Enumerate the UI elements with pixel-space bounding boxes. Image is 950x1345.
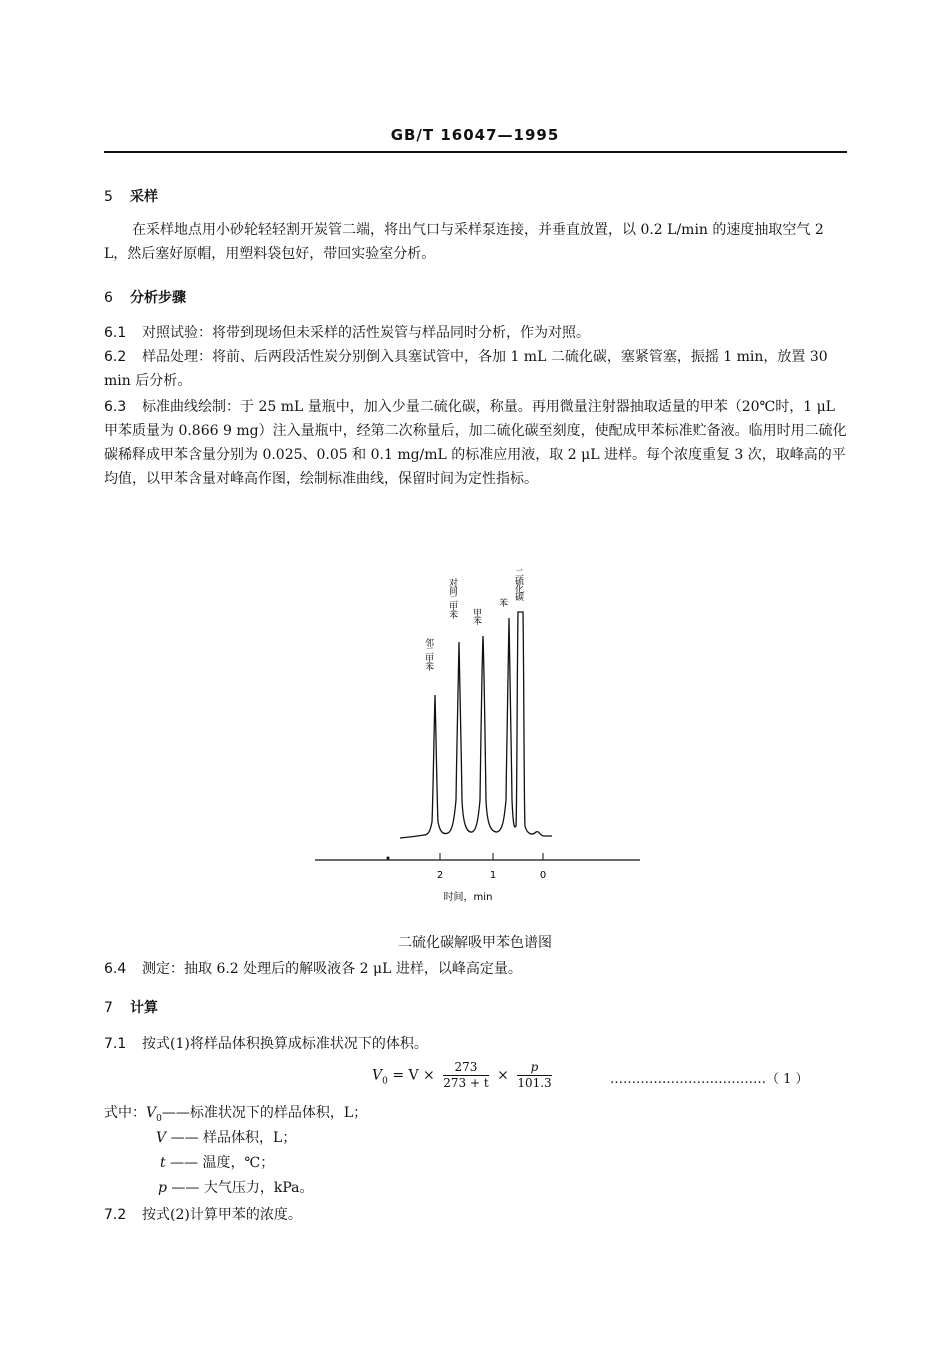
- clause-6-2: [104, 345, 849, 393]
- clause-6-4-text: 测定：抽取 6.2 处理后的解吸液各 2 μL 进样，以峰高定量。: [142, 961, 522, 977]
- peak-label-benzene: 苯: [497, 598, 507, 606]
- clause-6-1: [104, 321, 849, 345]
- clause-6-3: [104, 395, 849, 491]
- legend-desc-v0: ——标准状况下的样品体积，L；: [161, 1105, 368, 1121]
- section-5-title: 采样: [130, 189, 158, 205]
- standard-code-header: GB/T 16047—1995: [390, 126, 560, 144]
- tick-label-0: 0: [539, 870, 547, 881]
- legend-line-v: [156, 1127, 296, 1147]
- section-5-body: 在采样地点用小砂轮轻轻割开炭管二端，将出气口与采样泵连接，并垂直放置，以 0.2 L/min 的速度抽取空气 2 L，然后塞好原帽，用塑料袋包好，带回实验室分析。: [104, 222, 824, 262]
- legend-prefix: 式中：: [104, 1105, 146, 1121]
- clause-7-2-number: 7.2: [104, 1207, 127, 1223]
- formula-times: ×: [497, 1067, 509, 1084]
- tick-label-2: 2: [436, 870, 444, 881]
- clause-6-4: [104, 957, 849, 981]
- section-7-title: 计算: [130, 1000, 158, 1016]
- clause-6-2-text: 样品处理：将前、后两段活性炭分别倒入具塞试管中，各加 1 mL 二硫化碳，塞紧管塞，振摇 1 min，放置 30 min 后分析。: [104, 349, 828, 389]
- clause-7-1: [104, 1032, 849, 1056]
- legend-symbol-v0-sub: 0: [156, 1113, 162, 1124]
- formula-fraction-2: [517, 1060, 551, 1091]
- clause-7-1-text: 按式(1)将样品体积换算成标准状况下的体积。: [142, 1036, 428, 1052]
- legend-symbol-t: t: [160, 1155, 166, 1171]
- clause-6-2-number: 6.2: [104, 349, 127, 365]
- section-6-number: 6: [104, 290, 113, 306]
- section-5-number: 5: [104, 189, 113, 205]
- clause-6-1-number: 6.1: [104, 325, 127, 341]
- section-7-number: 7: [104, 1000, 113, 1016]
- figure-caption: 二硫化碳解吸甲苯色谱图: [398, 935, 552, 951]
- peak-label-mp-xylene: 对间二甲苯: [447, 578, 457, 618]
- formula-lhs: V: [372, 1067, 383, 1084]
- section-6-heading: [104, 287, 186, 307]
- section-5-heading: [104, 186, 158, 206]
- legend-symbol-p: p: [158, 1180, 167, 1196]
- section-7-heading: [104, 997, 158, 1017]
- peak-label-o-xylene: 邻二甲苯: [423, 638, 433, 670]
- clause-6-3-number: 6.3: [104, 399, 127, 415]
- clause-6-4-number: 6.4: [104, 961, 127, 977]
- axis-dot: [387, 857, 390, 860]
- chromatogram-figure: [300, 560, 660, 910]
- time-axis-label: 时间，min: [443, 892, 493, 903]
- fraction-2-denominator: 101.3: [517, 1076, 552, 1090]
- clause-7-1-number: 7.1: [104, 1036, 127, 1052]
- fraction-2-numerator: p: [517, 1060, 551, 1076]
- legend-symbol-v: V: [156, 1130, 167, 1146]
- peak-label-toluene: 甲苯: [471, 608, 481, 624]
- header-rule: [104, 151, 847, 153]
- clause-7-2: [104, 1203, 849, 1227]
- legend-desc-v: —— 样品体积，L；: [170, 1130, 297, 1146]
- fraction-1-denominator: 273 + t: [443, 1076, 489, 1090]
- legend-desc-p: —— 大气压力，kPa。: [171, 1180, 314, 1196]
- clause-6-3-text: 标准曲线绘制：于 25 mL 量瓶中，加入少量二硫化碳，称量。再用微量注射器抽取适量的甲苯（20℃时，1 μL 甲苯质量为 0.866 9 mg）注入量瓶中，经第二次称量后，加二硫化碳至刻度，使配成甲苯标准贮备液。临用时用二硫化碳稀释成甲苯含量分别为 0.025、0.05 和 0.1 mg/mL 的标准应用液，取 2 μL 进样。每个浓度重复 3 次，取峰高的平均值，以甲苯含量对峰高作图，绘制标准曲线，保留时间为定性指标。: [104, 399, 847, 487]
- fraction-1-numerator: 273: [443, 1060, 488, 1076]
- legend-line-v0: [104, 1102, 367, 1124]
- peak-label-carbon-disulfide: 二硫化碳: [513, 568, 523, 600]
- formula-eq: = V ×: [392, 1067, 435, 1084]
- section-6-title: 分析步骤: [130, 290, 186, 306]
- legend-line-p: [158, 1177, 314, 1197]
- legend-line-t: [160, 1152, 274, 1172]
- clause-6-1-text: 对照试验：将带到现场但未采样的活性炭管与样品同时分析，作为对照。: [142, 325, 590, 341]
- formula-1: [372, 1060, 556, 1091]
- formula-number: ………………………………（ 1 ）: [610, 1072, 809, 1087]
- formula-lhs-sub: 0: [382, 1076, 388, 1087]
- legend-desc-t: —— 温度，℃；: [170, 1155, 275, 1171]
- formula-fraction-1: [443, 1060, 488, 1091]
- tick-label-1: 1: [489, 870, 497, 881]
- legend-symbol-v0: V: [146, 1105, 157, 1121]
- clause-7-2-text: 按式(2)计算甲苯的浓度。: [142, 1207, 302, 1223]
